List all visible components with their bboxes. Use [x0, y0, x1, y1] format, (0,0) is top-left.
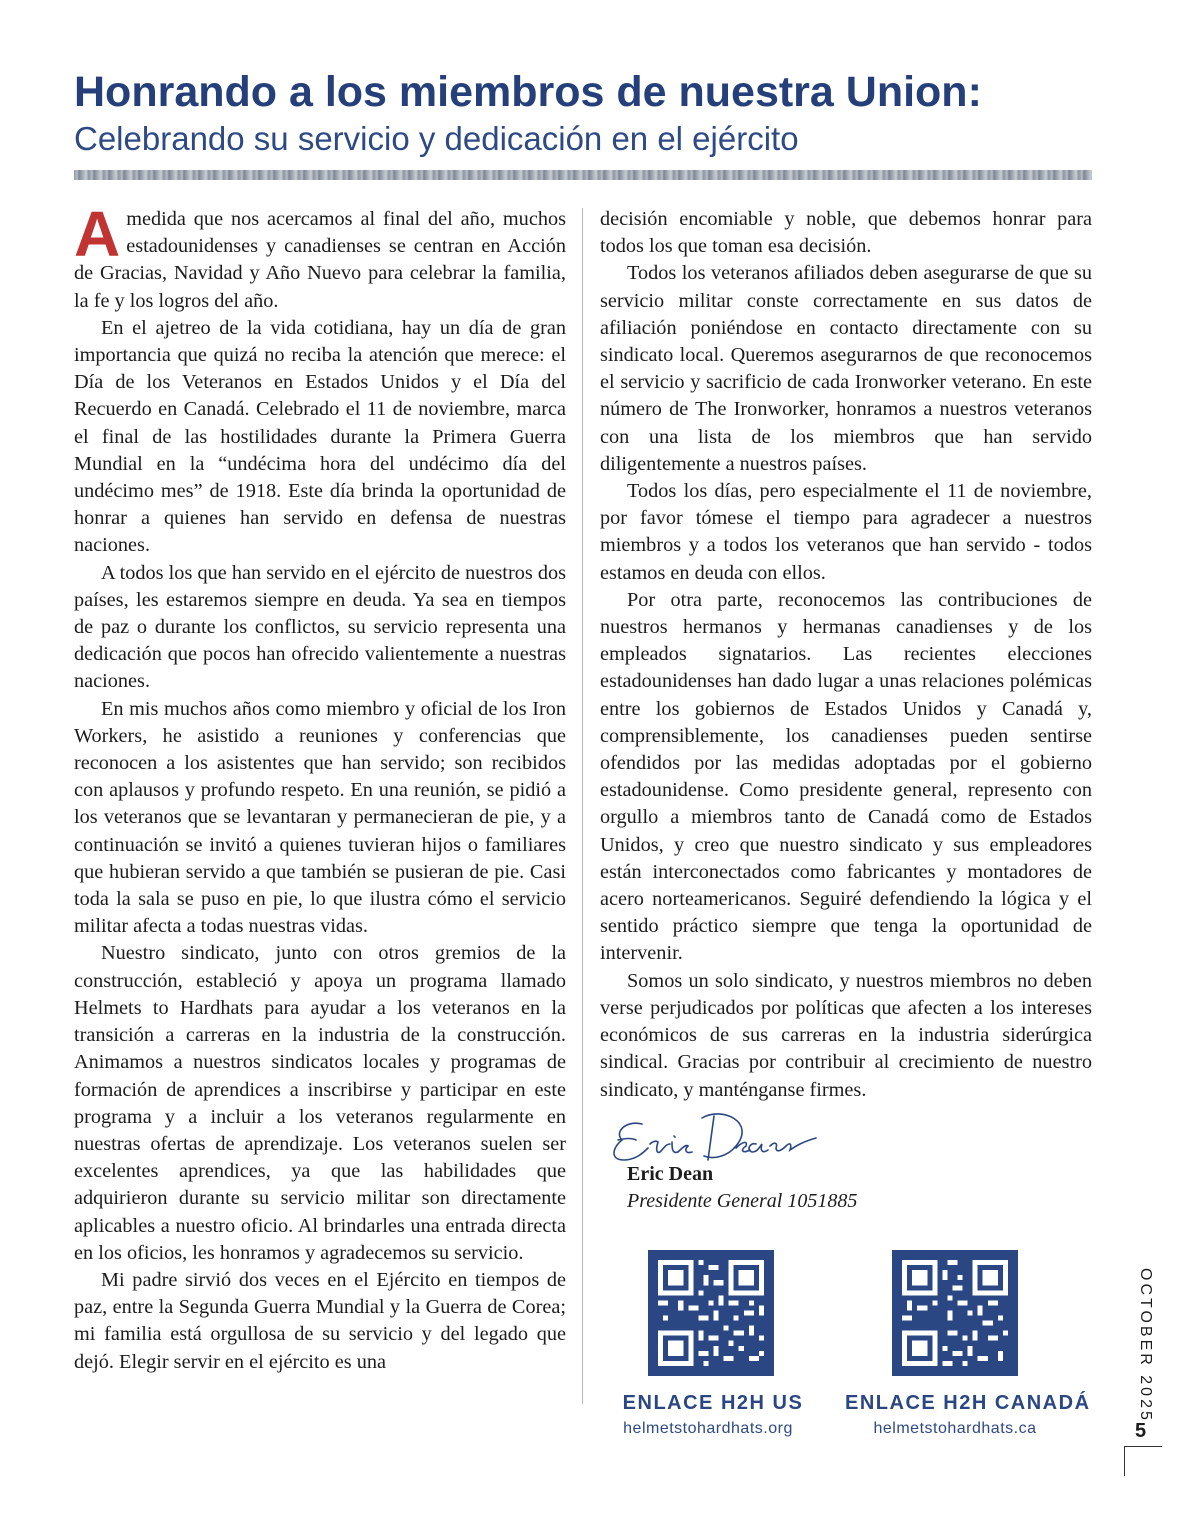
- page-number-vertical-rule: [1124, 1446, 1125, 1476]
- article-paragraph: Somos un solo sindicato, y nuestros miembros no deben verse perjudicados por políticas que afecten a los intereses económicos de sus carreras en la industria siderúrgica sindical. Gracias por contribuir al crecimiento de nuestro sindicato, y manténganse firmes.: [600, 969, 1092, 1101]
- qr-label-us: ENLACE H2H US: [622, 1392, 804, 1414]
- article-column-left: [74, 198, 566, 1376]
- article-paragraph: Todos los veteranos afiliados deben asegurarse de que su servicio militar conste correctamente en sus datos de afiliación poniéndose en contacto directamente con su sindicato local. Queremos asegurarnos de que reconocemos el servicio y sacrificio de cada Ironworker veterano. En este número de The Ironworker, honramos a nuestros veteranos con una lista de los miembros que han servido diligentemente a nuestros países.: [600, 262, 1092, 475]
- article-paragraph: Nuestro sindicato, junto con otros gremios de la construcción, estableció y apoya un programa llamado Helmets to Hardhats para ayudar a los veteranos en la transición a carreras en la industria de la construcción. Animamos a nuestros sindicatos locales y programas de formación de aprendices a inscribirse y participar en este programa y a incluir a los veteranos regularmente en nuestras ofertas de aprendizaje. Los veteranos suelen ser excelentes aprendices, ya que las habilidades que adquirieron durante su servicio militar son directamente aplicables a nuestro oficio. Al brindarles una entrada directa en los oficios, les honramos y agradecemos su servicio.: [74, 942, 566, 1264]
- page-number-rule: [1124, 1446, 1162, 1447]
- qr-url-canada[interactable]: helmetstohardhats.ca: [873, 1420, 1037, 1437]
- page-number: 5: [1135, 1420, 1147, 1442]
- qr-url-us[interactable]: helmetstohardhats.org: [623, 1420, 793, 1437]
- drop-cap: A: [74, 198, 121, 270]
- article-paragraph: En mis muchos años como miembro y oficial de los Iron Workers, he asistido a reuniones y conferencias que reconocen a los asistentes que han servido; son recibidos con aplausos y profundo respeto. En una reunión, se pidió a los veteranos que se levantaran y permanecieran de pie, y a continuación se invitó a quienes tuvieran hijos o familiares que hubieran servido a que también se pusieran de pie. Casi toda la sala se puso en pie, lo que ilustra cómo el servicio militar afecta a todas nuestras vidas.: [74, 697, 566, 938]
- handwritten-signature: [606, 1102, 826, 1168]
- article-paragraph: Todos los días, pero especialmente el 11 de noviembre, por favor tómese el tiempo para agradecer a nuestros miembros y a todos los veteranos que han servido - todos estamos en deuda con ellos.: [600, 480, 1092, 584]
- column-divider: [582, 208, 583, 1404]
- header-divider: [74, 170, 1092, 180]
- article-paragraph: En el ajetreo de la vida cotidiana, hay un día de gran importancia que quizá no reciba la atención que merece: el Día de los Veteranos en Estados Unidos y el Día del Recuerdo en Canadá. Celebrado el 11 de noviembre, marca el final de las hostilidades durante la Primera Guerra Mundial en la “undécima hora del undécimo día del undécimo mes” de 1918. Este día brinda la oportunidad de honrar a quienes han servido en defensa de nuestras naciones.: [74, 316, 566, 557]
- signature-name: Eric Dean: [627, 1163, 714, 1185]
- qr-code-us[interactable]: [648, 1250, 774, 1376]
- issue-date: OCTOBER 2025: [1137, 1268, 1154, 1423]
- article-column-right: [600, 206, 1092, 1104]
- qr-label-canada: ENLACE H2H CANADÁ: [845, 1392, 1091, 1414]
- article-paragraph: Amedida que nos acercamos al final del año, muchos estadounidenses y canadienses se centran en Acción de Gracias, Navidad y Año Nuevo para celebrar la familia, la fe y los logros del año.: [74, 198, 566, 312]
- qr-code-canada[interactable]: [892, 1250, 1018, 1376]
- article-paragraph: Mi padre sirvió dos veces en el Ejército en tiempos de paz, entre la Segunda Guerra Mundial y la Guerra de Corea; mi familia está orgullosa de su servicio y del legado que dejó. Elegir servir en el ejército es una: [74, 1268, 566, 1373]
- article-paragraph: A todos los que han servido en el ejército de nuestros dos países, les estaremos siempre en deuda. Ya sea en tiempos de paz o durante los conflictos, su servicio representa una dedicación que pocos han ofrecido valientemente a nuestras naciones.: [74, 561, 566, 693]
- article-paragraph: Por otra parte, reconocemos las contribuciones de nuestros hermanos y hermanas canadienses y de los empleados signatarios. Las recientes elecciones estadounidenses han dado lugar a unas relaciones polémicas entre los gobiernos de Estados Unidos y Canadá y, comprensiblemente, los canadienses pueden sentirse ofendidos por las medidas adoptadas por el gobierno estadounidense. Como presidente general, represento con orgullo a miembros tanto de Canadá como de Estados Unidos, y creo que nuestro sindicato y sus empleadores están interconectados como fabricantes y montadores de acero norteamericanos. Seguiré defendiendo la lógica y el sentido práctico siempre que tenga la oportunidad de intervenir.: [600, 588, 1092, 965]
- page-subtitle: Celebrando su servicio y dedicación en el ejército: [74, 120, 799, 157]
- article-paragraph: decisión encomiable y noble, que debemos honrar para todos los que toman esa decisión.: [600, 208, 1092, 258]
- page-title: Honrando a los miembros de nuestra Union:: [74, 68, 982, 116]
- signature-title: Presidente General 1051885: [627, 1190, 858, 1212]
